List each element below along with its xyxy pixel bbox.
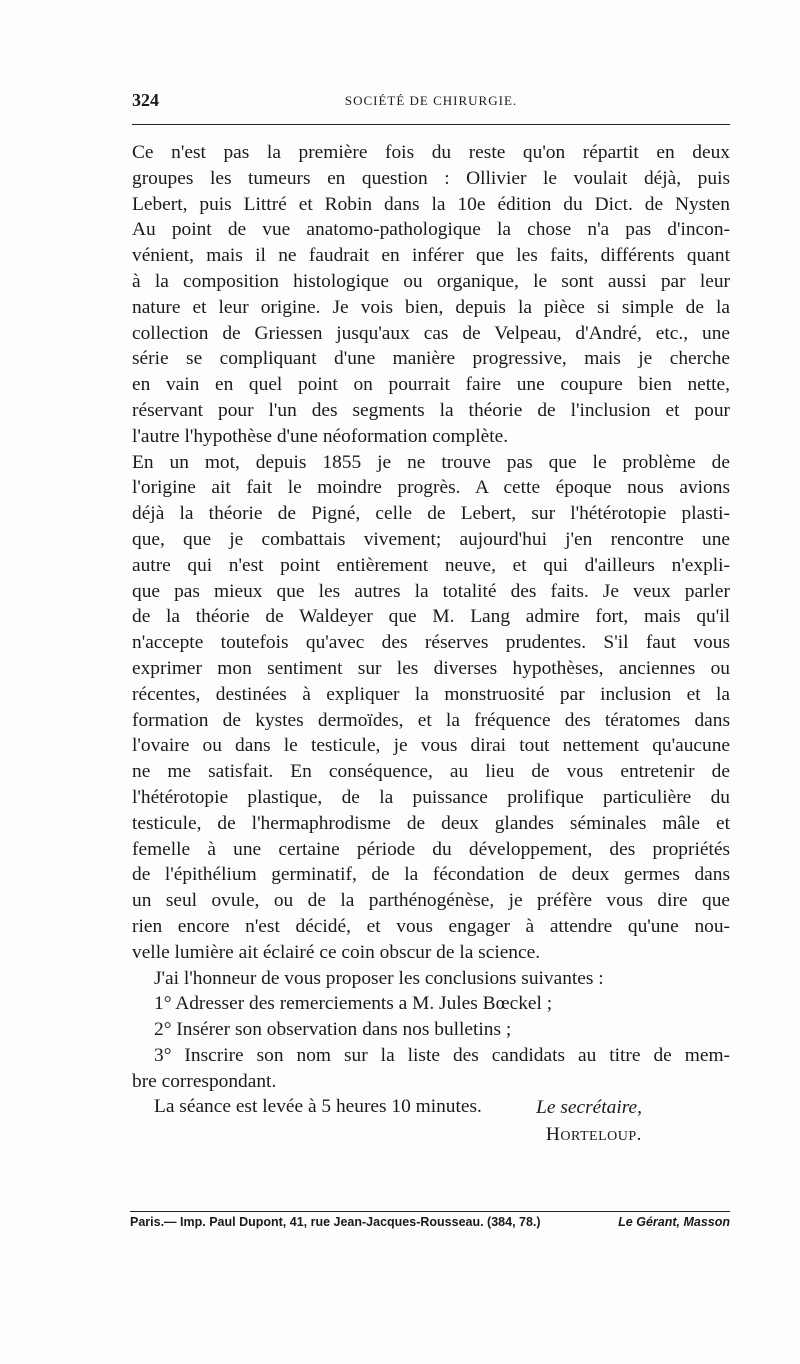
text-line: 2° Insérer son observation dans nos bulletins ; xyxy=(154,1019,512,1041)
text-line: collection de Griessen jusqu'aux cas de Velpeau, d'André, etc., une xyxy=(132,322,730,344)
signature-name: Horteloup. xyxy=(545,1124,642,1145)
text-line: n'accepte toutefois qu'avec des réserves prudentes. S'il faut vous xyxy=(132,632,730,654)
signature-role: Le secrétaire, xyxy=(536,1097,642,1118)
text-line: que, que je combattais vivement; aujourd'hui j'en rencontre une xyxy=(132,528,730,550)
text-line: testicule, de l'hermaphrodisme de deux glandes séminales mâle et xyxy=(132,812,730,834)
text-line: à la composition histologique ou organique, le sont aussi par leur xyxy=(132,270,730,292)
body-text xyxy=(132,140,730,1120)
header-rule xyxy=(132,124,730,125)
text-line: bre correspondant. xyxy=(132,1070,277,1092)
text-line: groupes les tumeurs en question : Ollivier le voulait déjà, puis xyxy=(132,167,730,189)
text-line: nature et leur origine. Je vois bien, depuis la pièce si simple de la xyxy=(132,296,730,318)
text-line: Lebert, puis Littré et Robin dans la 10e édition du Dict. de Nysten xyxy=(132,193,730,215)
page-number: 324 xyxy=(132,90,159,110)
gerant-credit: Le Gérant, Masson xyxy=(618,1215,730,1229)
printer-imprint: Paris.— Imp. Paul Dupont, 41, rue Jean-Jacques-Rousseau. (384, 78.) xyxy=(130,1215,541,1229)
text-line: que pas mieux que les autres la totalité des faits. Je veux parler xyxy=(132,580,730,602)
text-line: La séance est levée à 5 heures 10 minutes. xyxy=(154,1096,482,1118)
text-line: l'hétérotopie plastique, de la puissance prolifique particulière du xyxy=(132,786,730,808)
text-line: série se compliquant d'une manière progressive, mais je cherche xyxy=(132,348,730,370)
text-line: J'ai l'honneur de vous proposer les conclusions suivantes : xyxy=(154,967,604,989)
text-line: autre qui n'est point entièrement neuve, et qui d'ailleurs n'expli- xyxy=(132,554,730,576)
text-line: déjà la théorie de Pigné, celle de Lebert, sur l'hétérotopie plasti- xyxy=(132,503,730,525)
page-header xyxy=(132,90,730,112)
text-line: femelle à une certaine période du développement, des propriétés xyxy=(132,838,730,860)
text-line: formation de kystes dermoïdes, et la fréquence des tératomes dans xyxy=(132,709,730,731)
running-head: SOCIÉTÉ DE CHIRURGIE. xyxy=(344,93,518,108)
text-line: l'origine ait fait le moindre progrès. A cette époque nous avions xyxy=(132,477,730,499)
text-line: de l'épithélium germinatif, de la fécondation de deux germes dans xyxy=(132,864,730,886)
text-line: réservant pour l'un des segments la théorie de l'inclusion et pour xyxy=(132,399,730,421)
text-line: En un mot, depuis 1855 je ne trouve pas que le problème de xyxy=(132,451,730,473)
text-line: exprimer mon sentiment sur les diverses hypothèses, anciennes ou xyxy=(132,657,730,679)
text-line: velle lumière ait éclairé ce coin obscur de la science. xyxy=(132,941,541,963)
text-line: l'ovaire ou dans le testicule, je vous dirai tout nettement qu'aucune xyxy=(132,735,730,757)
text-line: Ce n'est pas la première fois du reste qu'on répartit en deux xyxy=(132,142,730,163)
text-line: 3° Inscrire son nom sur la liste des candidats au titre de mem- xyxy=(154,1044,730,1066)
text-line: ne me satisfait. En conséquence, au lieu de vous entretenir de xyxy=(132,761,730,783)
text-line: 1° Adresser des remerciements a M. Jules Bœckel ; xyxy=(154,993,553,1015)
text-line: l'autre l'hypothèse d'une néoformation complète. xyxy=(132,425,509,447)
text-line: Au point de vue anatomo-pathologique la chose n'a pas d'incon- xyxy=(132,219,730,241)
text-line: récentes, destinées à expliquer la monstruosité par inclusion et la xyxy=(132,683,730,705)
text-line: en vain en quel point on pourrait faire une coupure bien nette, xyxy=(132,374,730,396)
text-line: de la théorie de Waldeyer que M. Lang admire fort, mais qu'il xyxy=(132,606,730,628)
text-line: rien encore n'est décidé, et vous engager à attendre qu'une nou- xyxy=(132,915,730,937)
text-line: un seul ovule, ou de la parthénogénèse, je préfère vous dire que xyxy=(132,890,730,912)
text-line: vénient, mais il ne faudrait en inférer que les faits, différents quant xyxy=(132,245,730,267)
footer-rule xyxy=(130,1211,730,1212)
